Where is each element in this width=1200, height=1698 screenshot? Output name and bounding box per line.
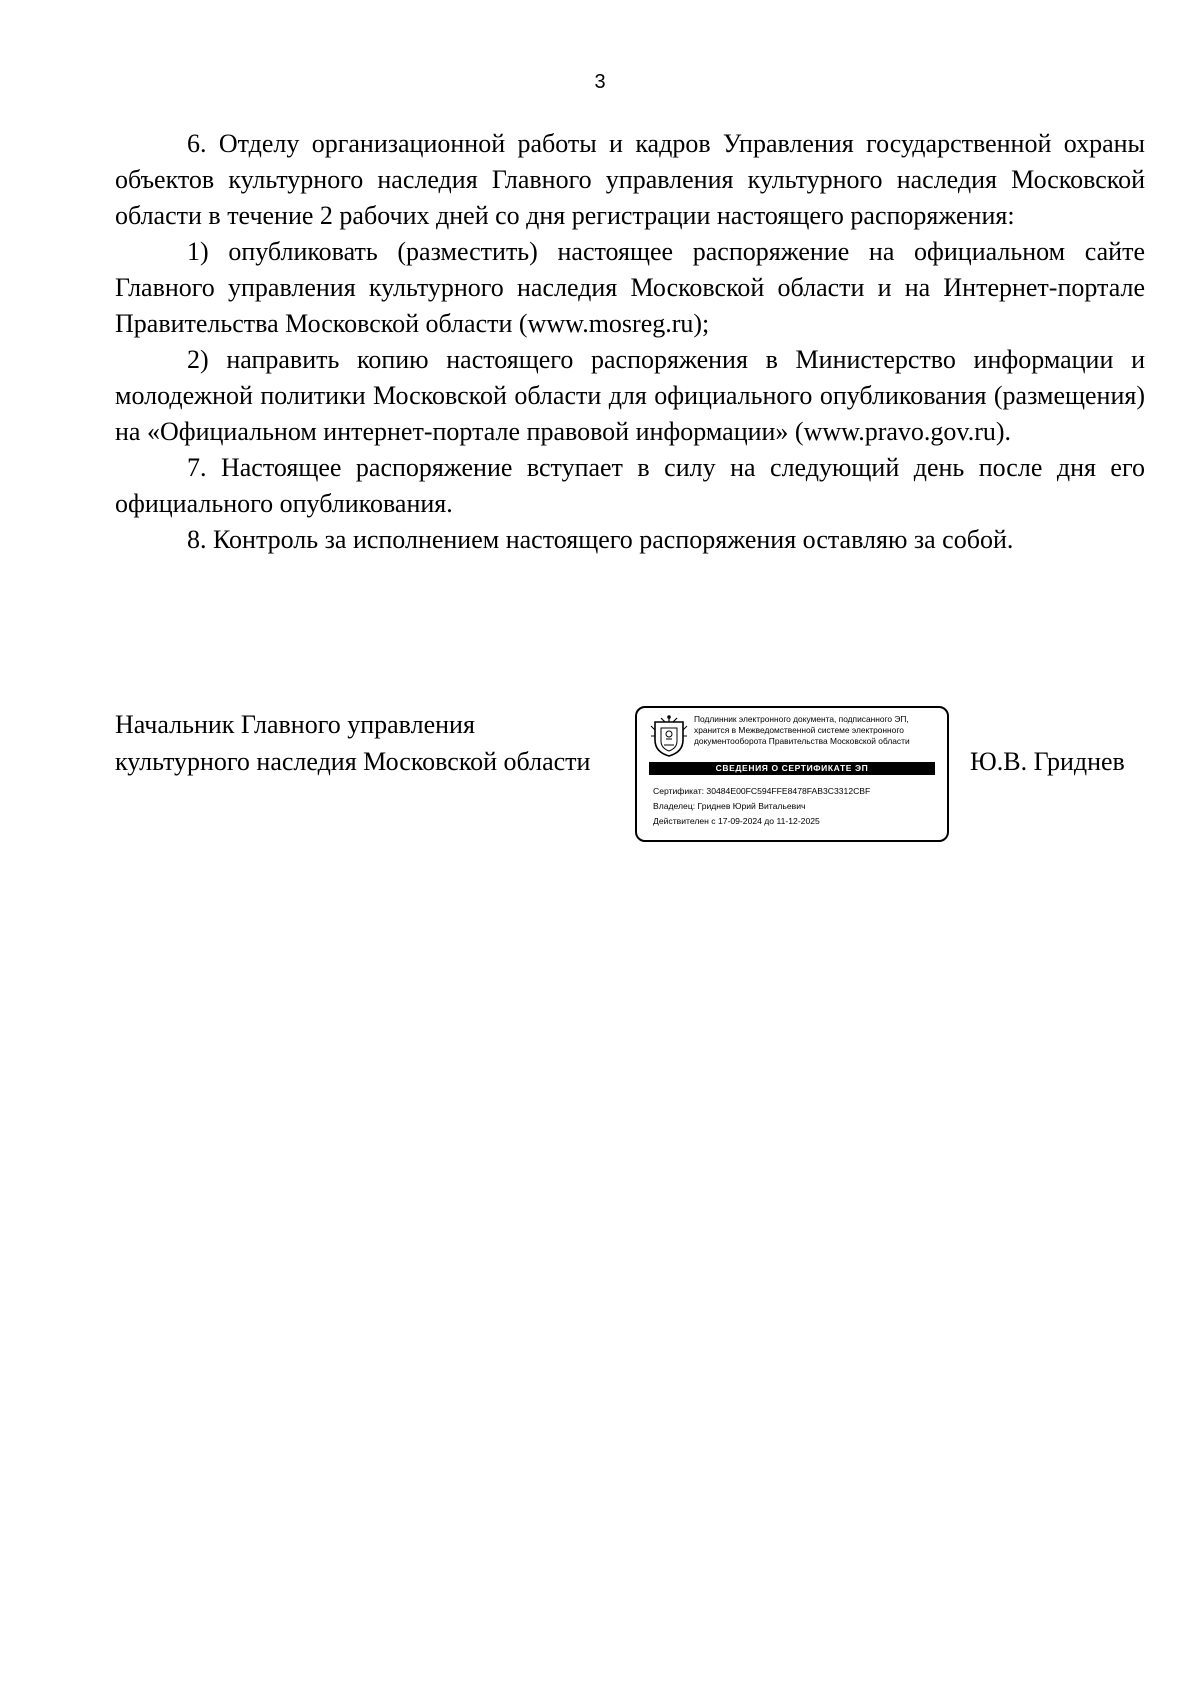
signer-title-line-1: Начальник Главного управления <box>115 710 475 739</box>
stamp-banner: СВЕДЕНИЯ О СЕРТИФИКАТЕ ЭП <box>649 762 935 775</box>
page-number: 3 <box>594 71 606 93</box>
certificate-number: Сертификат: 30484E00FC594FFE8478FAB3C3312CBF <box>653 786 871 796</box>
signer-title-line-2: культурного наследия Московской области <box>115 747 591 776</box>
electronic-signature-stamp <box>635 706 949 842</box>
certificate-owner: Владелец: Гриднев Юрий Витальевич <box>653 801 806 811</box>
stamp-note <box>694 714 944 747</box>
paragraph-6-1: 1) опубликовать (разместить) настоящее распоряжение на официальном сайте Главного управления культурного наследия Московской области и на Интернет-портале Правительства Московской области (www.mosreg.ru); <box>115 237 1145 338</box>
signer-title <box>115 706 590 780</box>
stamp-note-line-3: документооборота Правительства Московской области <box>694 736 910 746</box>
document-body <box>115 126 1145 558</box>
coat-of-arms-icon <box>649 714 689 758</box>
paragraph-8: 8. Контроль за исполнением настоящего распоряжения оставляю за собой. <box>187 525 1014 554</box>
paragraph-7: 7. Настоящее распоряжение вступает в силу на следующий день после дня его официального опубликования. <box>115 453 1145 518</box>
stamp-note-line-2: хранится в Межведомственной системе электронного <box>694 725 904 735</box>
certificate-validity: Действителен с 17-09-2024 до 11-12-2025 <box>653 816 820 826</box>
signature-block <box>115 706 1145 846</box>
paragraph-6: 6. Отделу организационной работы и кадров Управления государственной охраны объектов культурного наследия Главного управления культурного наследия Московской области в течение 2 рабочих дней со дня регистрации настоящего распоряжения: <box>115 129 1145 230</box>
stamp-details <box>653 784 943 829</box>
stamp-note-line-1: Подлинник электронного документа, подписанного ЭП, <box>694 714 909 724</box>
signer-name: Ю.В. Гриднев <box>970 747 1125 776</box>
paragraph-6-2: 2) направить копию настоящего распоряжения в Министерство информации и молодежной политики Московской области для официального опубликования (размещения) на «Официальном интернет-портале правовой информации» (www.pravo.gov.ru). <box>115 345 1145 446</box>
